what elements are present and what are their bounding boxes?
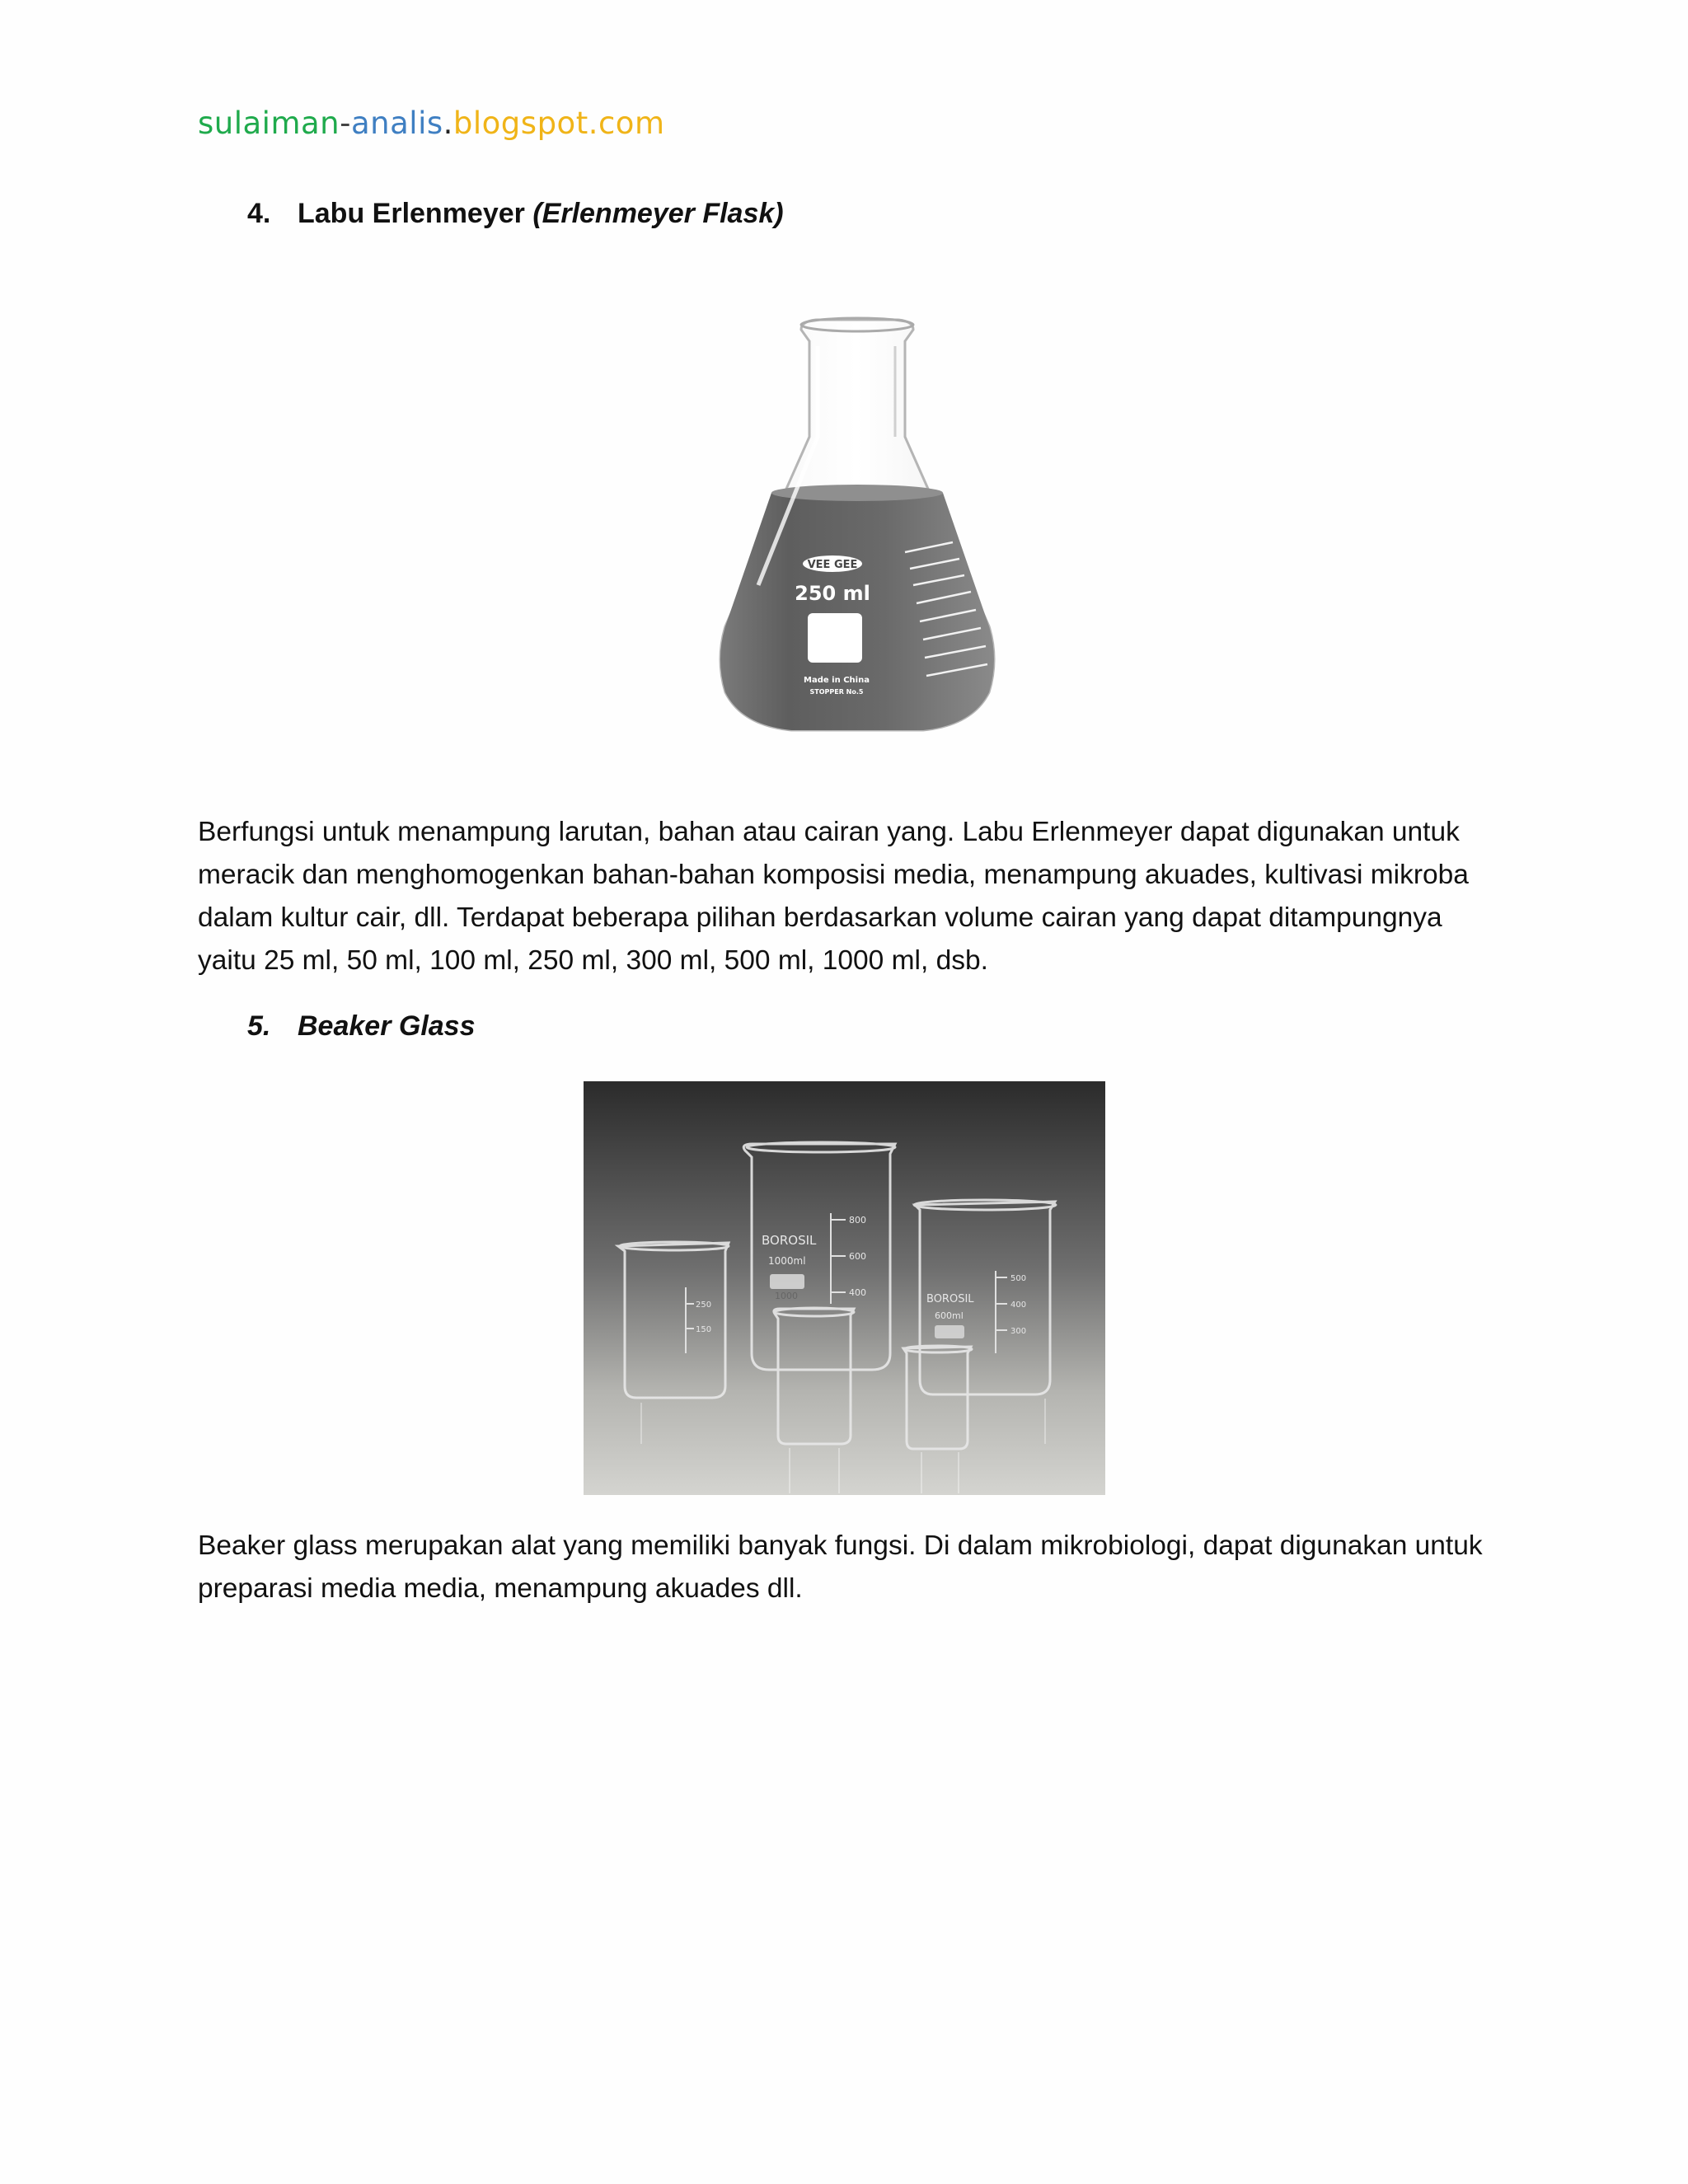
- beaker-volume-label: 600ml: [935, 1310, 964, 1321]
- erlenmeyer-flask-image: [709, 313, 1006, 742]
- paragraph-line: yaitu 25 ml, 50 ml, 100 ml, 250 ml, 300 ml, 500 ml, 1000 ml, dsb.: [198, 945, 988, 976]
- section-5-paragraph: [198, 1525, 1517, 1610]
- beaker-tick-label: 300: [1010, 1327, 1027, 1336]
- blog-url-header: [198, 105, 665, 141]
- section-5-heading: [247, 1010, 476, 1043]
- section-title: Beaker Glass: [298, 1010, 476, 1042]
- section-4-paragraph: [198, 811, 1517, 982]
- paragraph-line: Berfungsi untuk menampung larutan, bahan atau cairan yang. Labu Erlenmeyer dapat digunakan untuk: [198, 817, 1460, 847]
- section-number: 5.: [247, 1010, 271, 1042]
- flask-origin-label: Made in China: [804, 676, 870, 685]
- blog-name-part: sulaiman: [198, 105, 340, 141]
- beaker-box-label: 1000: [775, 1291, 798, 1301]
- section-title-italic: (Erlenmeyer Flask): [532, 198, 784, 229]
- section-number: 4.: [247, 198, 271, 229]
- beaker-volume-label: 1000ml: [768, 1255, 806, 1267]
- blog-name-part: analis: [351, 105, 443, 141]
- blog-name-part: .: [443, 105, 453, 141]
- beaker-tick-label: 150: [696, 1325, 712, 1334]
- beaker-writing-patch: [770, 1274, 804, 1289]
- beaker-glass-image: [584, 1081, 1105, 1495]
- beaker-writing-patch: [935, 1325, 964, 1338]
- blog-name-part: -: [340, 105, 351, 141]
- beaker-tick-label: 800: [849, 1215, 866, 1226]
- section-title: Labu Erlenmeyer: [298, 198, 533, 229]
- paragraph-line: meracik dan menghomogenkan bahan-bahan komposisi media, menampung akuades, kultivasi mikroba: [198, 860, 1469, 890]
- beaker-tick-label: 600: [849, 1251, 866, 1262]
- flask-brand-label: VEE GEE: [807, 559, 858, 571]
- paragraph-line: dalam kultur cair, dll. Terdapat beberapa pilihan berdasarkan volume cairan yang dapat ditampungnya: [198, 902, 1442, 933]
- paragraph-line: Beaker glass merupakan alat yang memiliki banyak fungsi. Di dalam mikrobiologi, dapat digunakan untuk: [198, 1530, 1483, 1561]
- beaker-brand-label: BOROSIL: [762, 1233, 817, 1248]
- beaker-tick-label: 500: [1010, 1274, 1027, 1283]
- beaker-brand-label: BOROSIL: [926, 1293, 974, 1305]
- flask-volume-label: 250 ml: [795, 582, 870, 605]
- paragraph-line: preparasi media media, menampung akuades dll.: [198, 1573, 803, 1604]
- beaker-tick-label: 400: [1010, 1301, 1027, 1310]
- beaker-tick-label: 250: [696, 1301, 712, 1310]
- flask-writing-patch: [808, 613, 862, 663]
- flask-stopper-label: STOPPER No.5: [809, 688, 864, 696]
- blog-name-part: blogspot.com: [452, 105, 665, 141]
- section-4-heading: [247, 198, 784, 230]
- beaker-tick-label: 400: [849, 1287, 866, 1298]
